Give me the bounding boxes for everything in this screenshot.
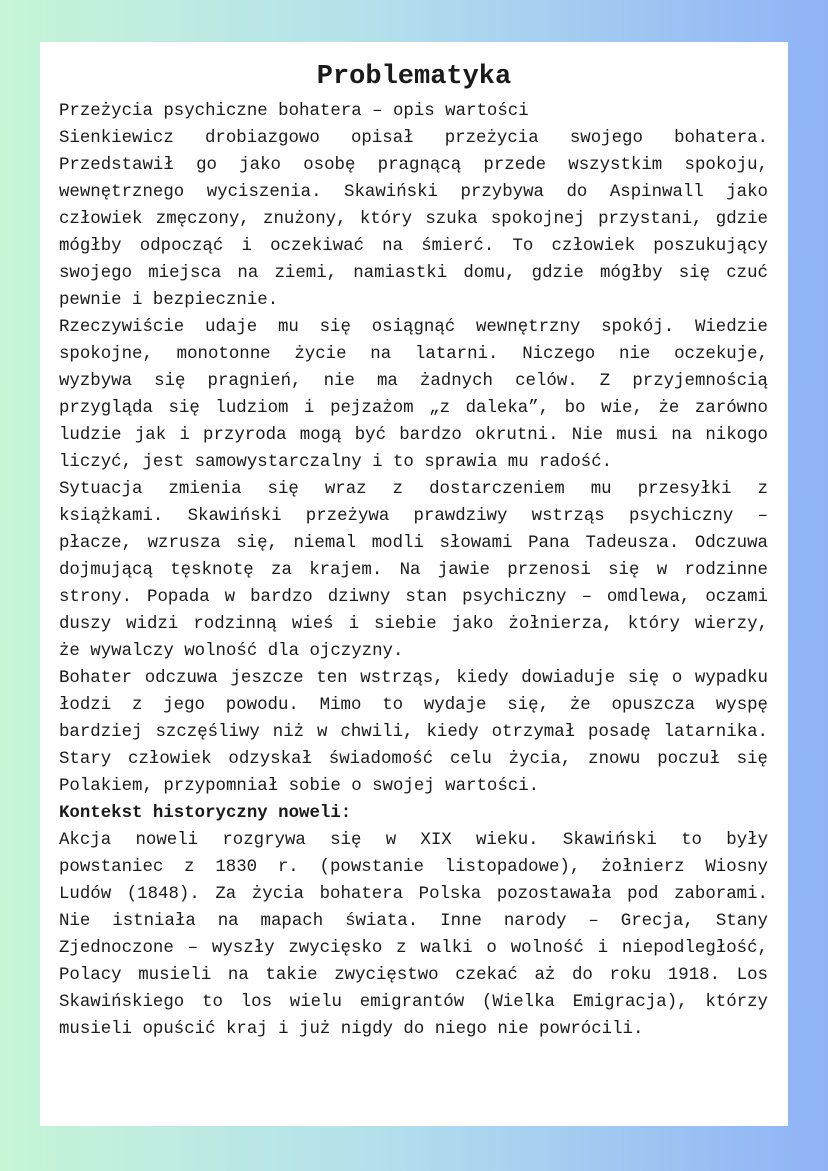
paragraph [59,314,768,476]
text-line: Nie istniała na mapach świata. Inne narody – Grecja, Stany [59,912,768,931]
text-line: Polakiem, przypomniał sobie o swojej wartości. [59,777,540,796]
document-body [59,98,768,1043]
text-line: Sytuacja zmienia się wraz z dostarczeniem mu przesyłki z [59,480,768,499]
text-line: musieli opuścić kraj i już nigdy do niego nie powrócili. [59,1020,644,1039]
text-line: powstaniec z 1830 r. (powstanie listopadowe), żołnierz Wiosny [59,858,768,877]
text-line: książkami. Skawiński przeżywa prawdziwy wstrząs psychiczny – [59,507,768,526]
text-line: Stary człowiek odzyskał świadomość celu życia, znowu poczuł się [59,750,768,769]
section-heading: Kontekst historyczny noweli: [59,804,352,823]
text-line: strony. Popada w bardzo dziwny stan psychiczny – omdlewa, oczami [59,588,768,607]
text-line: mógłby odpocząć i oczekiwać na śmierć. To człowiek poszukujący [59,237,768,256]
text-line: Ludów (1848). Za życia bohatera Polska pozostawała pod zaborami. [59,885,768,904]
text-line: płacze, wzrusza się, niemal modli słowami Pana Tadeusza. Odczuwa [59,534,768,553]
text-line: liczyć, jest samowystarczalny i to sprawia mu radość. [59,453,613,472]
text-line: człowiek zmęczony, znużony, który szuka spokojnej przystani, gdzie [59,210,768,229]
text-line: Sienkiewicz drobiazgowo opisał przeżycia swojego bohatera. [59,129,768,148]
subtitle: Przeżycia psychiczne bohatera – opis wartości [59,102,529,121]
text-line: duszy widzi rodzinną wieś i siebie jako żołnierza, który wierzy, [59,615,768,634]
text-line: spokojne, monotonne życie na latarni. Niczego nie oczekuje, [59,345,768,364]
text-line: wewnętrznego wyciszenia. Skawiński przybywa do Aspinwall jako [59,183,768,202]
text-line: Skawińskiego to los wielu emigrantów (Wielka Emigracja), którzy [59,993,768,1012]
paragraph [59,827,768,1043]
text-line: wyzbywa się pragnień, nie ma żadnych celów. Z przyjemnością [59,372,768,391]
text-line: Rzeczywiście udaje mu się osiągnąć wewnętrzny spokój. Wiedzie [59,318,768,337]
text-line: Akcja noweli rozgrywa się w XIX wieku. Skawiński to były [59,831,768,850]
text-line: bardziej szczęśliwy niż w chwili, kiedy otrzymał posadę latarnika. [59,723,768,742]
text-line: łodzi z jego powodu. Mimo to wydaje się, że opuszcza wyspę [59,696,768,715]
text-line: Zjednoczone – wyszły zwycięsko z walki o wolność i niepodległość, [59,939,768,958]
page-title: Problematyka [316,62,512,92]
text-line: dojmującą tęsknotę za krajem. Na jawie przenosi się w rodzinne [59,561,768,580]
text-line: że wywalczy wolność dla ojczyzny. [59,642,404,661]
text-line: Bohater odczuwa jeszcze ten wstrząs, kiedy dowiaduje się o wypadku [59,669,768,688]
text-line: Przedstawił go jako osobę pragnącą przede wszystkim spokoju, [59,156,768,175]
text-line: przygląda się ludziom i pejzażom „z daleka”, bo wie, że zarówno [59,399,768,418]
paragraph [59,665,768,800]
text-line: ludzie jak i przyroda mogą być bardzo okrutni. Nie musi na nikogo [59,426,768,445]
paragraph [59,476,768,665]
text-line: pewnie i bezpiecznie. [59,291,279,310]
text-line: swojego miejsca na ziemi, namiastki domu, gdzie mógłby się czuć [59,264,768,283]
paragraph [59,125,768,314]
text-line: Polacy musieli na takie zwycięstwo czekać aż do roku 1918. Los [59,966,768,985]
